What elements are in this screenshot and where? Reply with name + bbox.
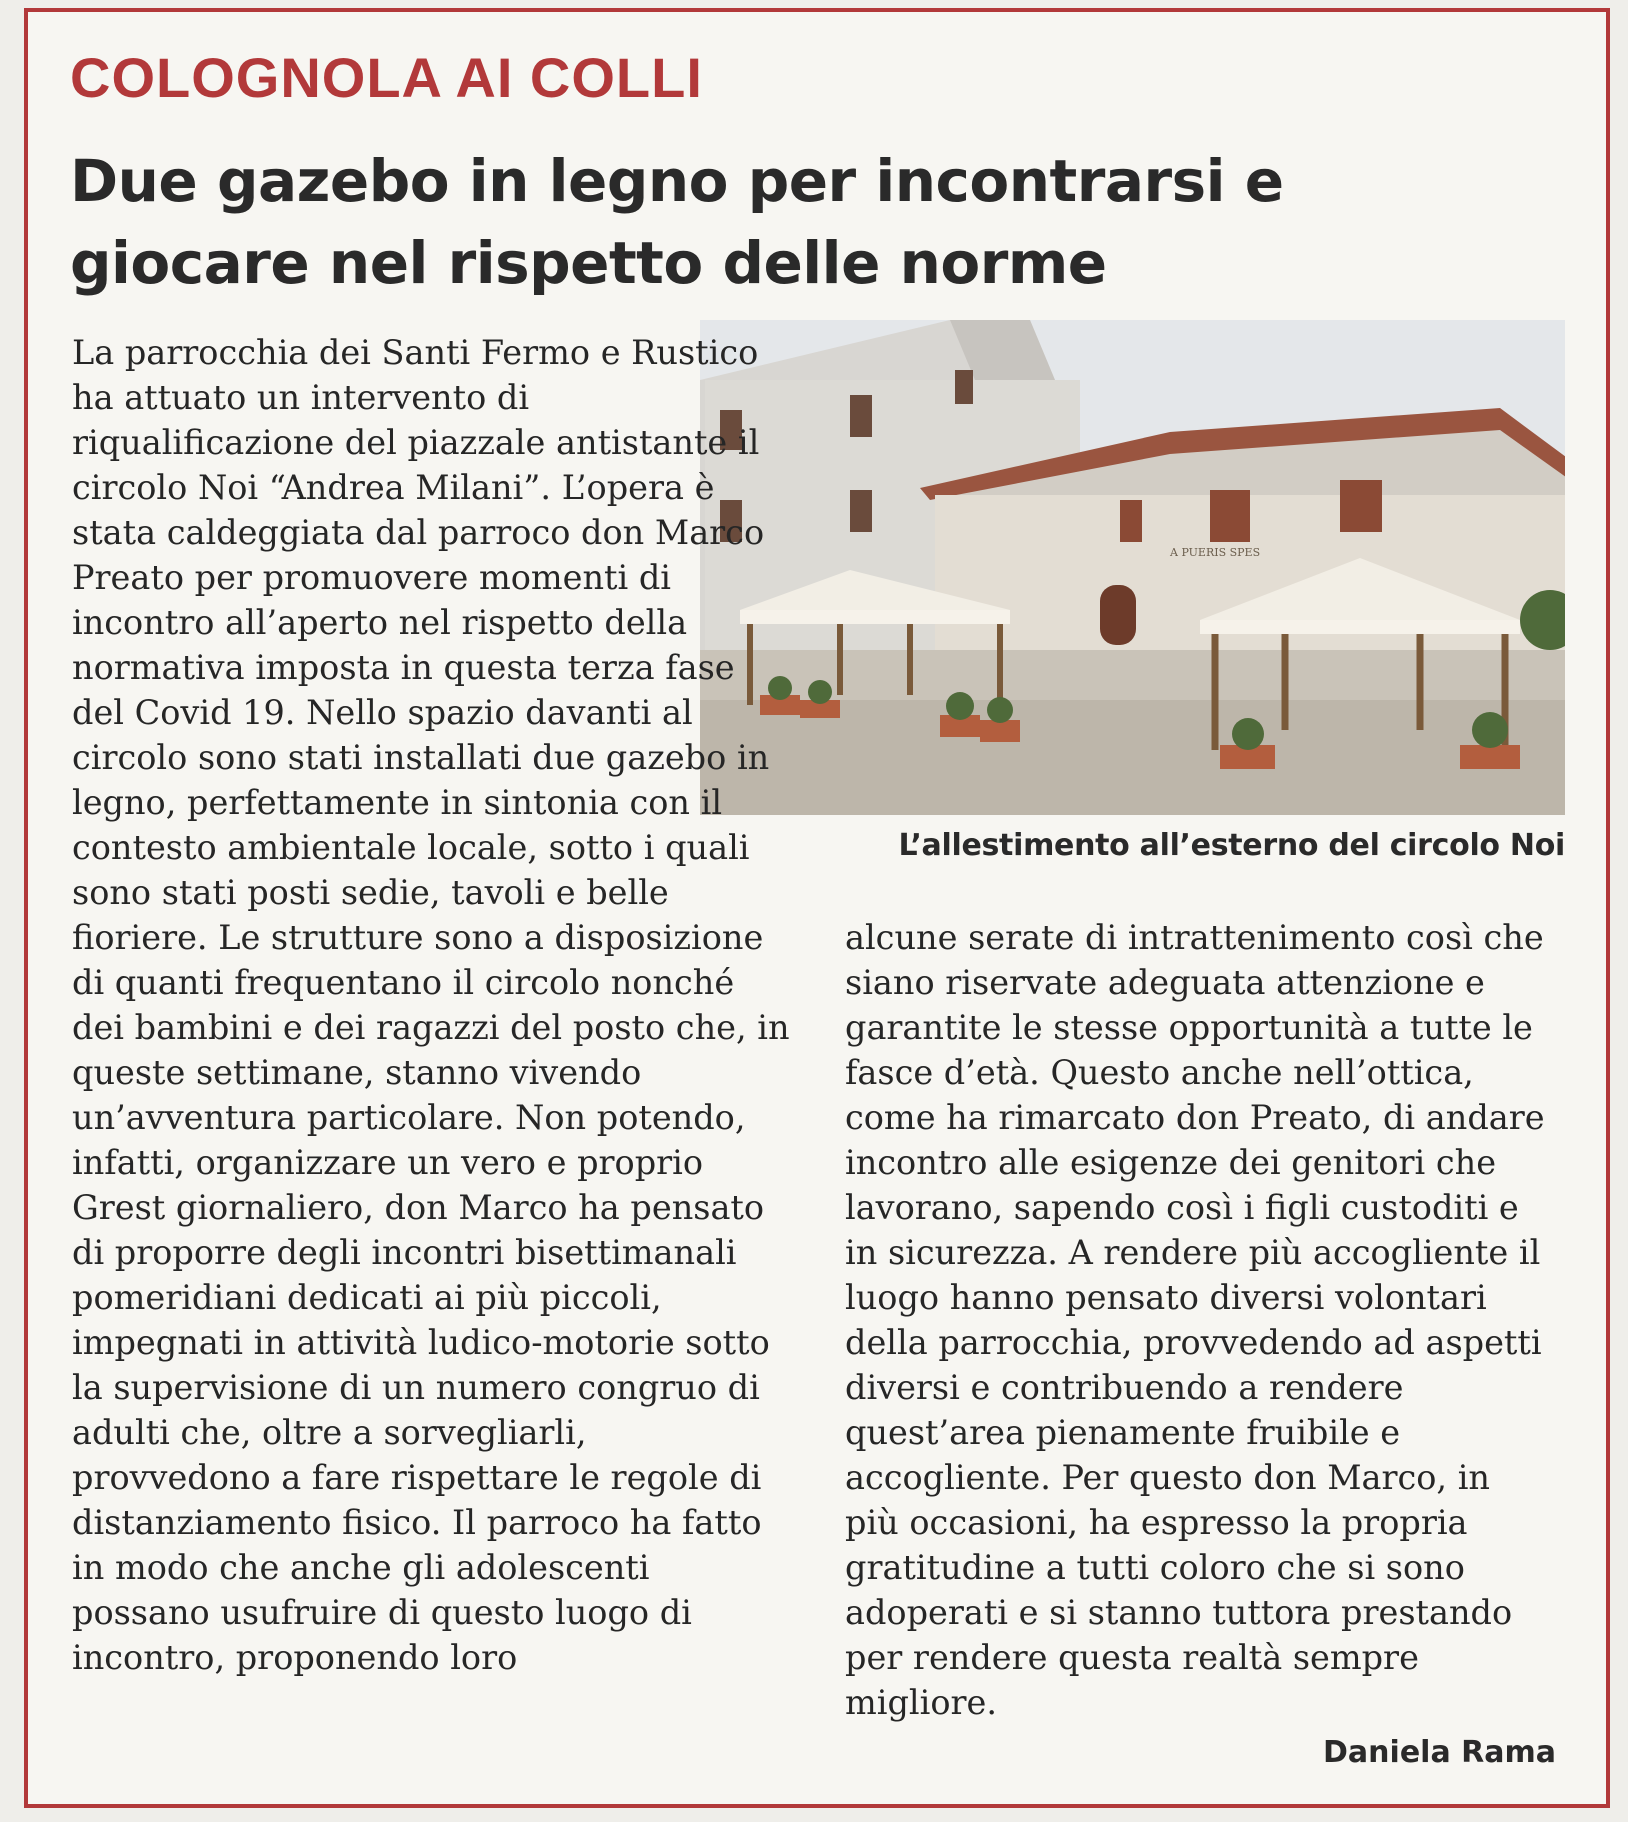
body-text-left: La parrocchia dei Santi Fermo e Rustico ha attuato un intervento di riqualificazione del piazzale antistante il circolo Noi “Andrea Milani”. L’opera è stata caldeggiata dal parroco don Marco Preato per promuovere momenti di incontro all’aperto nel rispetto della normativa imposta in questa terza fase del Covid 19. Nello spazio davanti al circolo sono stati installati due gazebo in legno, perfettamente in sintonia con il contesto ambientale locale, sotto i quali sono stati posti sedie, tavoli e belle fioriere. Le strutture sono a disposizione di quanti frequentano il circolo nonché dei bambini e dei ragazzi del posto che, in queste settimane, stanno vivendo un’avventura particolare. Non potendo, infatti, organizzare un vero e proprio Grest giornaliero, don Marco ha pensato di proporre degli incontri bisettimanali pomeridiani dedicati ai più piccoli, impegnati in attività ludico-motorie sotto la supervisione di un numero congruo di adulti che, oltre a sorvegliarli, provvedono a fare rispettare le regole di distanziamento fisico. Il parroco ha fatto in modo che anche gli adolescenti possano usufruire di questo luogo di incontro, proponendo loro (72, 333, 790, 1677)
article-body-right (845, 915, 1545, 1725)
body-text-right: alcune serate di intrattenimento così che siano riservate adeguata attenzione e garantite le stesse opportunità a tutte le fasce d’età. Questo anche nell’ottica, come ha rimarcato don Preato, di andare incontro alle esigenze dei genitori che lavorano, sapendo così i figli custoditi e in sicurezza. A rendere più accogliente il luogo hanno pensato diversi volontari della parrocchia, provvedendo ad aspetti diversi e contribuendo a rendere quest’area pienamente fruibile e accogliente. Per questo don Marco, in più occasioni, ha espresso la propria gratitudine a tutti coloro che si sono adoperati e si stanno tuttora prestando per rendere questa realtà sempre migliore. (845, 918, 1545, 1722)
article-body-left (72, 330, 792, 1680)
section-kicker: COLOGNOLA AI COLLI (70, 46, 703, 109)
article-author: Daniela Rama (1323, 1735, 1556, 1770)
article-headline: Due gazebo in legno per incontrarsi e giocare nel rispetto delle norme (70, 147, 1284, 297)
photo-caption: L’allestimento all’esterno del circolo Noi (898, 828, 1565, 863)
building-sign: A PUERIS SPES (1170, 546, 1261, 559)
article-photo (700, 320, 1565, 815)
